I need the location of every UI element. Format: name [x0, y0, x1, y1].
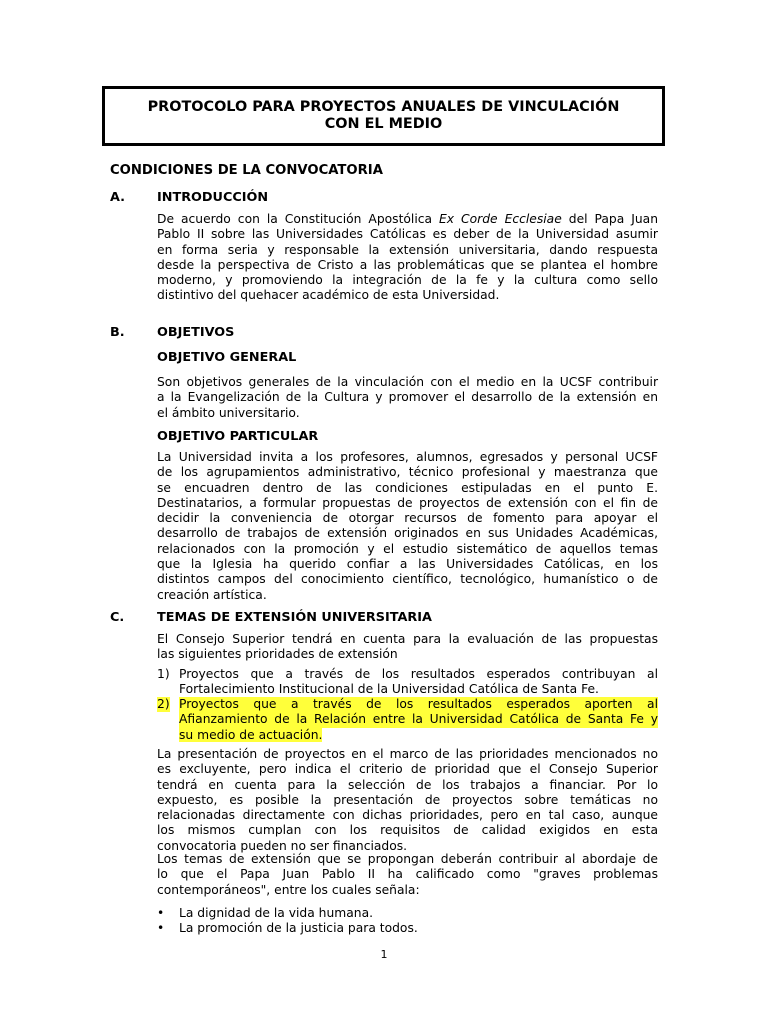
paragraph-line: contemporáneos", entre los cuales señala: — [157, 882, 420, 897]
section-c-title: TEMAS DE EXTENSIÓN UNIVERSITARIA — [157, 610, 432, 625]
paragraph-line: La Universidad invita a los profesores, alumnos, egresados y personal UCSF — [157, 450, 658, 464]
paragraph-line: moderno, y promoviendo la integración de la fe y la cultura como sello — [157, 273, 658, 288]
highlighted-line: Afianzamiento de la Relación entre la Universidad Católica de Santa Fe y — [179, 712, 658, 727]
paragraph-line: desarrollo de trabajos de extensión originados en sus Unidades Académicas, — [157, 526, 658, 541]
section-c-intro — [157, 632, 658, 663]
section-a-letter: A. — [110, 190, 126, 205]
section-a-title: INTRODUCCIÓN — [157, 190, 269, 205]
paragraph-line: tendrá en cuenta para la selección de los trabajos a financiar. Por lo — [157, 777, 658, 792]
objetivo-particular-paragraph — [157, 450, 658, 603]
objetivo-particular-title: OBJETIVO PARTICULAR — [157, 429, 319, 444]
item-last-line — [179, 728, 658, 743]
paragraph-line: Los temas de extensión que se propongan deberán contribuir al abordaje de — [157, 852, 658, 866]
italic-title: Ex Corde Ecclesiae — [439, 212, 562, 226]
paragraph-line: La presentación de proyectos en el marco de las prioridades mencionados no — [157, 747, 658, 761]
paragraph-line: a la Evangelización de la Cultura y promover el desarrollo de la extensión en — [157, 390, 658, 405]
paragraph-line: Son objetivos generales de la vinculación con el medio en la UCSF contribuir — [157, 375, 658, 389]
title-box — [102, 86, 665, 146]
paragraph-line: el ámbito universitario. — [157, 405, 300, 420]
bullet-icon: • — [157, 906, 165, 920]
priority-item-2 — [157, 697, 658, 743]
paragraph-line: convocatoria pueden no ser financiados. — [157, 838, 408, 853]
item-line: Proyectos que a través de los resultados esperados contribuyan al — [179, 667, 658, 681]
paragraph-line: distintos campos del conocimiento científico, tecnológico, humanístico o de — [157, 572, 658, 587]
paragraph-line: es excluyente, pero indica el criterio de prioridad que el Consejo Superior — [157, 762, 658, 777]
objetivo-general-title: OBJETIVO GENERAL — [157, 350, 297, 365]
paragraph-line: lo que el Papa Juan Pablo II ha calificado como "graves problemas — [157, 867, 658, 882]
paragraph-line: las siguientes prioridades de extensión — [157, 647, 398, 662]
document-title — [148, 99, 620, 133]
section-a-paragraph — [157, 212, 658, 304]
paragraph-line: El Consejo Superior tendrá en cuenta para la evaluación de las propuestas — [157, 632, 658, 646]
bullet-text: La promoción de la justicia para todos. — [179, 921, 418, 935]
section-b-title: OBJETIVOS — [157, 325, 235, 340]
bullet-text: La dignidad de la vida humana. — [179, 906, 374, 920]
page-number: 1 — [380, 948, 388, 961]
title-line-1: PROTOCOLO PARA PROYECTOS ANUALES DE VINCULACIÓN — [147, 99, 620, 115]
text-span: De acuerdo con la Constitución Apostólica — [157, 212, 440, 226]
paragraph-line: expuesto, es posible la presentación de proyectos sobre temáticas no — [157, 792, 658, 807]
text-span: del Papa Juan — [561, 212, 658, 226]
paragraph-line: que la Iglesia ha querido confiar a las Universidades Católicas, en los — [157, 557, 658, 572]
highlighted-line: Proyectos que a través de los resultados esperados aporten al — [179, 697, 658, 711]
themes-paragraph — [157, 852, 658, 898]
paragraph-line: los mismos cumplan con los requisitos de calidad exigidos en esta — [157, 823, 658, 838]
presentation-paragraph — [157, 747, 658, 854]
paragraph-line: de los agrupamientos administrativo, técnico profesional y maestranza que — [157, 465, 658, 480]
paragraph-line: creación artística. — [157, 587, 267, 602]
item-number: 1) — [157, 667, 170, 681]
paragraph-line: Pablo II sobre las Universidades Católicas es deber de la Universidad asumir — [157, 227, 658, 242]
item-line: Fortalecimiento Institucional de la Universidad Católica de Santa Fe. — [179, 682, 599, 697]
paragraph-line: decidir la conveniencia de otorgar recursos de fomento para apoyar el — [157, 511, 658, 526]
objetivo-general-paragraph — [157, 375, 658, 421]
paragraph-line: desde la perspectiva de Cristo a las problemáticas que se plantea el hombre — [157, 257, 658, 272]
paragraph-line: relacionadas directamente con dichas prioridades, pero en tal caso, aunque — [157, 808, 658, 823]
priority-item-1 — [157, 667, 658, 698]
item-number: 2) — [157, 697, 170, 711]
paragraph-line — [157, 212, 658, 227]
highlighted-text: su medio de actuación. — [179, 727, 323, 742]
paragraph-line: distintivo del quehacer académico de esta Universidad. — [157, 288, 500, 303]
paragraph-line: relacionados con la promoción y el estudio sistemático de aquellos temas — [157, 541, 658, 556]
bullet-icon: • — [157, 921, 165, 935]
section-b-letter: B. — [110, 325, 125, 340]
paragraph-line: Destinatarios, a formular propuestas de proyectos de extensión con el fin de — [157, 495, 658, 510]
paragraph-line: se encuadren dentro de las condiciones estipuladas en el punto E. — [157, 480, 658, 495]
section-c-letter: C. — [110, 610, 125, 625]
title-line-2: CON EL MEDIO — [324, 116, 443, 132]
paragraph-line: en forma seria y responsable la extensión universitaria, dando respuesta — [157, 242, 658, 257]
main-heading: CONDICIONES DE LA CONVOCATORIA — [110, 163, 383, 178]
